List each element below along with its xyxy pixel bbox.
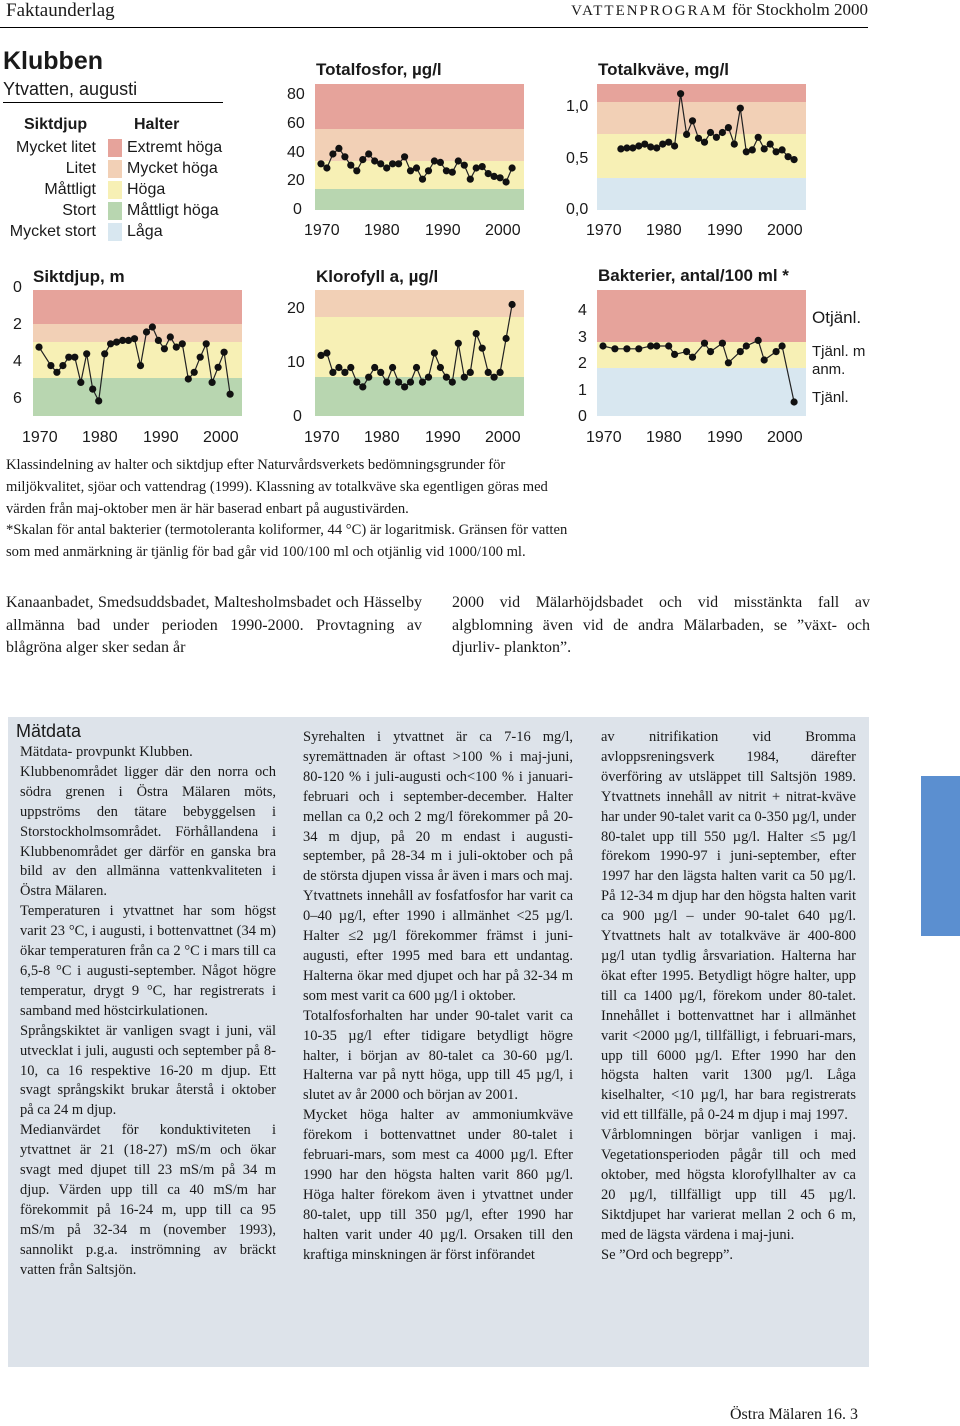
data-point xyxy=(719,129,726,136)
data-point xyxy=(473,330,480,337)
legend-depth-label: Stort xyxy=(62,202,96,219)
chart-title-bakterier: Bakterier, antal/100 ml * xyxy=(598,266,789,285)
data-point xyxy=(413,364,420,371)
data-point xyxy=(215,364,222,371)
legend-swatch xyxy=(108,202,122,220)
data-point xyxy=(137,362,144,369)
x-tick: 2000 xyxy=(203,429,239,446)
data-point xyxy=(743,342,750,349)
header-title: Faktaunderlag xyxy=(6,0,115,21)
caption-line: Klassindelning av halter och siktdjup efter Naturvårdsverkets bedömningsgrunder för xyxy=(6,457,506,473)
data-point xyxy=(347,162,354,169)
y-tick: 20 xyxy=(287,300,305,317)
data-point xyxy=(701,340,708,347)
data-point xyxy=(767,141,774,148)
data-point xyxy=(335,364,342,371)
series-line xyxy=(621,94,794,160)
data-point xyxy=(497,174,504,181)
x-tick: 1980 xyxy=(82,429,118,446)
intro-right: 2000 vid Mälarhöjdsbadet och vid misstänkta fall av algblomning även vid de andra Mälarbaden, se ”växt- och djurliv- plankton”. xyxy=(452,594,870,656)
data-point xyxy=(737,105,744,112)
chart-title-totalfosfor: Totalfosfor, µg/l xyxy=(316,60,442,79)
data-point xyxy=(491,173,498,180)
matdata-title: Mätdata xyxy=(16,721,82,741)
paragraph: av nitrifikation vid Bromma avloppsreningsverk 1984, därefter överföring av utsläppet till Saltsjön 1989. Ytvattnets innehåll av nitrit + nitrat-kväve har under 90-talet varit ca 0-350 µg/l, under 80-talet upp till 550 µg/l. Halter ≤5 µg/l förekom 1990-97 i juni-september, efter 1997 har den lägsta halten varit ca 50 µg/l. På 12-34 m djup har den högsta halten varit ca 900 µg/l – under 90-talet 640 µg/l. Ytvattnets halt av totalkväve är 400-800 µg/l utan tydlig årsvariation. Halterna har ökat efter 1995. Betydligt högre halter, upp till ca 1400 µg/l, förekom under 80-talet. Innehållet i bottenvattnet har i allmänhet varit <2000 µg/l, tillfälligt, i februari-mars, upp till 6000 µg/l. Efter 1990 har den högsta halten varit 1300 µg/l. Låga kiselhalter, <10 µg/l, har bara registrerats vid ett tillfälle, på 0-24 m djup i maj 1997. xyxy=(601,729,856,1124)
station-title: Klubben xyxy=(3,47,103,75)
legend-depth-label: Måttligt xyxy=(44,181,96,198)
data-point xyxy=(761,145,768,152)
x-tick: 1990 xyxy=(707,429,743,446)
legend-depth-label: Litet xyxy=(65,160,96,177)
data-point xyxy=(335,145,342,152)
class-label-tjanl: Tjänl. xyxy=(812,389,849,406)
data-point xyxy=(419,379,426,386)
matdata-column-3 xyxy=(601,728,856,1265)
data-point xyxy=(365,374,372,381)
data-point xyxy=(359,383,366,390)
data-point xyxy=(395,379,402,386)
data-point xyxy=(383,379,390,386)
data-point xyxy=(671,142,678,149)
series-line xyxy=(603,340,794,402)
data-point xyxy=(53,369,60,376)
chart-title-siktdjup: Siktdjup, m xyxy=(33,267,125,286)
caption-line: som med anmärkning är tjänlig för bad går vid 100/100 ml och otjänlig vid 1000/100 ml. xyxy=(6,544,526,561)
x-tick: 2000 xyxy=(485,429,521,446)
data-point xyxy=(35,344,42,351)
data-point xyxy=(653,144,660,151)
data-point xyxy=(761,356,768,363)
x-tick: 1990 xyxy=(707,222,743,239)
data-point xyxy=(779,146,786,153)
y-tick: 1 xyxy=(578,382,587,399)
data-point xyxy=(191,369,198,376)
header-program xyxy=(571,0,868,20)
data-point xyxy=(419,176,426,183)
x-tick: 1990 xyxy=(425,222,461,239)
matdata-column-1 xyxy=(20,743,276,1280)
data-point xyxy=(509,301,516,308)
paragraph: Se ”Ord och begrepp”. xyxy=(601,1246,734,1263)
legend-swatch xyxy=(108,139,122,157)
data-point xyxy=(365,150,372,157)
y-tick: 20 xyxy=(287,172,305,189)
y-tick: 0,0 xyxy=(566,201,589,218)
y-tick: 40 xyxy=(287,144,305,161)
data-point xyxy=(155,337,162,344)
caption-line: *Skalan för antal bakterier (termotoleranta koliformer, 44 °C) är logaritmisk. Gränsen för vatten xyxy=(6,522,568,539)
legend-swatch xyxy=(108,223,122,241)
x-tick: 1980 xyxy=(364,222,400,239)
figure-caption xyxy=(6,455,646,564)
data-point xyxy=(437,364,444,371)
data-point xyxy=(95,397,102,404)
data-point xyxy=(647,143,654,150)
paragraph: Mätdata- provpunkt Klubben. xyxy=(20,744,193,760)
chart-plot-bakterier xyxy=(597,290,806,416)
data-point xyxy=(461,374,468,381)
data-point xyxy=(467,369,474,376)
data-point xyxy=(635,345,642,352)
data-point xyxy=(227,391,234,398)
data-point xyxy=(413,164,420,171)
y-tick: 60 xyxy=(287,115,305,132)
chart-plot-klorofyll xyxy=(315,290,524,416)
data-point xyxy=(353,379,360,386)
data-point xyxy=(497,369,504,376)
data-point xyxy=(683,131,690,138)
data-point xyxy=(143,328,150,335)
x-tick: 1970 xyxy=(304,429,340,446)
paragraph: Medianvärdet för konduktiviteten i ytvattnet är 21 (18-27) mS/m och ökar svagt med djupet till 23 mS/m på 34 m djup. Värden upp till ca 40 mS/m har förekommit på 16-24 m, upp till ca 95 mS/m på 32-34 m (november 1993), sannolikt p.g.a. inströmning av bräckt vatten från Saltsjön. xyxy=(20,1122,276,1278)
y-tick: 2 xyxy=(578,355,587,372)
data-point xyxy=(755,134,762,141)
x-tick: 1980 xyxy=(646,429,682,446)
x-tick: 1990 xyxy=(143,429,179,446)
y-tick: 1,0 xyxy=(566,98,589,115)
program-suffix: för Stockholm 2000 xyxy=(732,0,868,19)
data-point xyxy=(329,369,336,376)
data-point xyxy=(689,354,696,361)
data-point xyxy=(329,150,336,157)
data-point xyxy=(389,364,396,371)
paragraph: Totalfosforhalten har under 90-talet varit ca 10-35 µg/l efter tidigare betydligt högre halter, i början av 80-talet ca 30-60 µg/l. Halterna var på nytt höga, upp till 45 µg/l, i slutet av år 2000 och början av 2001. xyxy=(303,1007,573,1104)
data-point xyxy=(167,333,174,340)
paragraph: Temperaturen i ytvattnet har som högst varit 23 °C, i augusti, i bottenvattnet (34 m) ökar temperaturen från ca 2 °C i mars till ca 6,5-8 °C i augusti-september. Något högre temperatur, drygt 9 °C, har registrerats i samband med höstcirkulationen. xyxy=(20,903,276,1019)
intro-left: Kanaanbadet, Smedsuddsbadet, Maltesholmsbadet och Hässelby allmänna bad under perioden 1990-2000. Provtagning av blågröna alger sker sedan år xyxy=(6,594,422,656)
data-point xyxy=(707,129,714,136)
paragraph: Klubbenområdet ligger där den norra och södra grenen i Östra Mälaren möts, uppströms den tätare bebyggelsen i Storstockholmsområdet. Förhållandena i Klubbenområdet ger därför en ganska bra bild av den allmänna vattenkvaliteten i Östra Mälaren. xyxy=(20,763,276,900)
data-point xyxy=(719,340,726,347)
data-point xyxy=(773,348,780,355)
data-point xyxy=(665,139,672,146)
chart-plot-totalfosfor xyxy=(315,84,524,210)
data-point xyxy=(377,160,384,167)
data-point xyxy=(731,141,738,148)
data-point xyxy=(377,369,384,376)
data-point xyxy=(59,362,66,369)
x-tick: 1990 xyxy=(425,429,461,446)
data-point xyxy=(449,379,456,386)
data-point xyxy=(359,156,366,163)
data-point xyxy=(353,167,360,174)
x-tick: 1970 xyxy=(586,222,622,239)
x-tick: 2000 xyxy=(485,222,521,239)
data-point xyxy=(185,375,192,382)
data-point xyxy=(197,354,204,361)
y-tick: 0,5 xyxy=(566,150,589,167)
data-point xyxy=(341,369,348,376)
data-point xyxy=(665,342,672,349)
data-point xyxy=(407,379,414,386)
data-point xyxy=(449,169,456,176)
chart-title-totalkvave: Totalkväve, mg/l xyxy=(598,60,730,79)
data-point xyxy=(383,164,390,171)
data-point xyxy=(623,345,630,352)
chart-plot-siktdjup xyxy=(33,290,242,416)
y-tick: 10 xyxy=(287,354,305,371)
x-tick: 1980 xyxy=(364,429,400,446)
x-tick: 2000 xyxy=(767,222,803,239)
data-point xyxy=(431,349,438,356)
data-point xyxy=(425,374,432,381)
y-tick: 3 xyxy=(578,329,587,346)
footer-area: Östra Mälaren xyxy=(730,1406,822,1423)
data-point xyxy=(83,350,90,357)
legend-depth-label: Mycket stort xyxy=(9,223,96,240)
y-tick: 80 xyxy=(287,86,305,103)
y-tick: 0 xyxy=(578,408,587,425)
data-point xyxy=(431,157,438,164)
x-tick: 1980 xyxy=(646,222,682,239)
legend-level-label: Extremt höga xyxy=(127,139,223,156)
data-point xyxy=(707,348,714,355)
data-point xyxy=(89,386,96,393)
data-point xyxy=(131,335,138,342)
legend-swatch xyxy=(108,160,122,178)
footer-page: 16. 3 xyxy=(825,1406,858,1423)
x-tick: 2000 xyxy=(767,429,803,446)
data-point xyxy=(713,134,720,141)
x-tick: 1970 xyxy=(304,222,340,239)
data-point xyxy=(467,176,474,183)
data-point xyxy=(491,374,498,381)
program-name: VATTENPROGRAM xyxy=(571,3,728,19)
legend-level-label: Mycket höga xyxy=(127,160,218,177)
paragraph: Vårblomningen börjar vanligen i maj. Vegetationsperioden pågår till och med oktober, med högsta klorofyllhalter av ca 20 µg/l, tillfälligt upp till 45 µg/l. Siktdjupet har varierat mellan 2 och 6 m, med de lägsta värdena i maj-juni. xyxy=(601,1127,856,1243)
data-point xyxy=(455,157,462,164)
station-rule xyxy=(3,102,223,103)
data-point xyxy=(725,359,732,366)
data-point xyxy=(461,162,468,169)
data-point xyxy=(599,342,606,349)
legend-level-label: Måttligt höga xyxy=(127,202,219,219)
data-point xyxy=(209,379,216,386)
data-point xyxy=(347,364,354,371)
y-tick: 2 xyxy=(13,316,22,333)
x-tick: 1970 xyxy=(22,429,58,446)
class-label-otjanl: Otjänl. xyxy=(812,308,862,327)
data-point xyxy=(671,351,678,358)
data-point xyxy=(473,164,480,171)
data-point xyxy=(341,153,348,160)
data-point xyxy=(479,163,486,170)
data-point xyxy=(509,164,516,171)
data-point xyxy=(695,135,702,142)
x-tick: 1970 xyxy=(586,429,622,446)
data-point xyxy=(323,164,330,171)
legend-level-label: Låga xyxy=(127,223,163,240)
paragraph: Språngskiktet är vanligen svagt i juni, väl utvecklat i juli, augusti och september på 8-10, ca 16 respektive 16-20 m djup. Ett svagt språngskikt brukar återstå i oktober på ca 24 m djup. xyxy=(20,1022,276,1119)
paragraph: Syrehalten i ytvattnet är ca 7-16 mg/l, syremättnaden är oftast >100 % i maj-juni, 80-120 % i juli-augusti och<100 % i januari-februari och i september-december. Halter mellan ca 0,2 och 2 mg/l förekommer på 20-34 m djup, på 20 m endast i augusti-september, på 28-34 m i juli-oktober och på de största djupen vissa år även i mars och maj. xyxy=(303,729,573,885)
y-tick: 0 xyxy=(293,201,302,218)
data-point xyxy=(479,345,486,352)
header-rule xyxy=(0,27,868,28)
data-point xyxy=(443,374,450,381)
data-point xyxy=(179,340,186,347)
data-point xyxy=(47,362,54,369)
data-point xyxy=(323,349,330,356)
legend-depth-label: Mycket litet xyxy=(15,139,96,156)
y-tick: 6 xyxy=(13,390,22,407)
chart-title-klorofyll: Klorofyll a, µg/l xyxy=(316,267,439,286)
caption-line: miljökvalitet, sjöar och vattendrag (1999). Klassning av totalkväve ska egentligen göras med xyxy=(6,478,548,495)
legend-levels-title: Halter xyxy=(134,116,180,133)
data-point xyxy=(317,160,324,167)
data-point xyxy=(101,350,108,357)
page-footer xyxy=(730,1406,858,1424)
data-point xyxy=(395,160,402,167)
y-tick: 0 xyxy=(13,279,22,296)
data-point xyxy=(149,323,156,330)
data-point xyxy=(401,383,408,390)
data-point xyxy=(71,354,78,361)
data-point xyxy=(791,156,798,163)
legend-level-label: Höga xyxy=(127,181,166,198)
data-point xyxy=(755,337,762,344)
data-point xyxy=(425,167,432,174)
data-point xyxy=(485,369,492,376)
data-point xyxy=(653,342,660,349)
data-point xyxy=(401,153,408,160)
caption-line: värden från maj-oktober men är här baserad enbart på augustivärden. xyxy=(6,500,409,517)
matdata-column-2 xyxy=(303,728,573,1265)
legend-depth-title: Siktdjup xyxy=(24,116,88,133)
data-point xyxy=(221,349,228,356)
paragraph: Ytvattnets innehåll av fosfatfosfor har varit ca 0–40 µg/l, efter 1990 i allmänhet <25 µg/l. Halter ≤2 µg/l förekommer främst i juni-augusti, efter 1995 med bara ett undantag. Halterna ökar med djupet och har på 32-34 m som mest varit ca 600 µg/l i oktober. xyxy=(303,888,573,1004)
data-point xyxy=(779,342,786,349)
station-subtitle: Ytvatten, augusti xyxy=(3,79,138,99)
data-point xyxy=(503,335,510,342)
data-point xyxy=(611,345,618,352)
data-point xyxy=(437,159,444,166)
data-point xyxy=(689,117,696,124)
chart-plot-totalkvave xyxy=(597,84,806,210)
data-point xyxy=(371,364,378,371)
data-point xyxy=(725,124,732,131)
data-point xyxy=(701,139,708,146)
data-point xyxy=(77,379,84,386)
section-tab xyxy=(921,776,960,936)
data-point xyxy=(683,348,690,355)
data-point xyxy=(455,340,462,347)
y-tick: 4 xyxy=(578,302,587,319)
data-point xyxy=(737,348,744,355)
data-point xyxy=(203,340,210,347)
legend-swatch xyxy=(108,181,122,199)
class-label-tjanl-anm: Tjänl. m anm. xyxy=(812,343,866,378)
data-point xyxy=(749,146,756,153)
data-point xyxy=(503,178,510,185)
paragraph: Mycket höga halter av ammoniumkväve förekom i bottenvattnet under 80-talet i februari-mars, som mest ca 4000 µg/l. Efter 1990 har den högsta halten varit 860 µg/l. Höga halter förekom även i ytvattnet under 80-talet, upp till 350 µg/l, efter 1990 har halten varit under 40 µg/l. Orsaken till den kraftiga minskningen är först införandet xyxy=(303,1107,573,1263)
data-point xyxy=(161,345,168,352)
data-point xyxy=(791,398,798,405)
data-point xyxy=(677,90,684,97)
y-tick: 0 xyxy=(293,408,302,425)
y-tick: 4 xyxy=(13,353,22,370)
